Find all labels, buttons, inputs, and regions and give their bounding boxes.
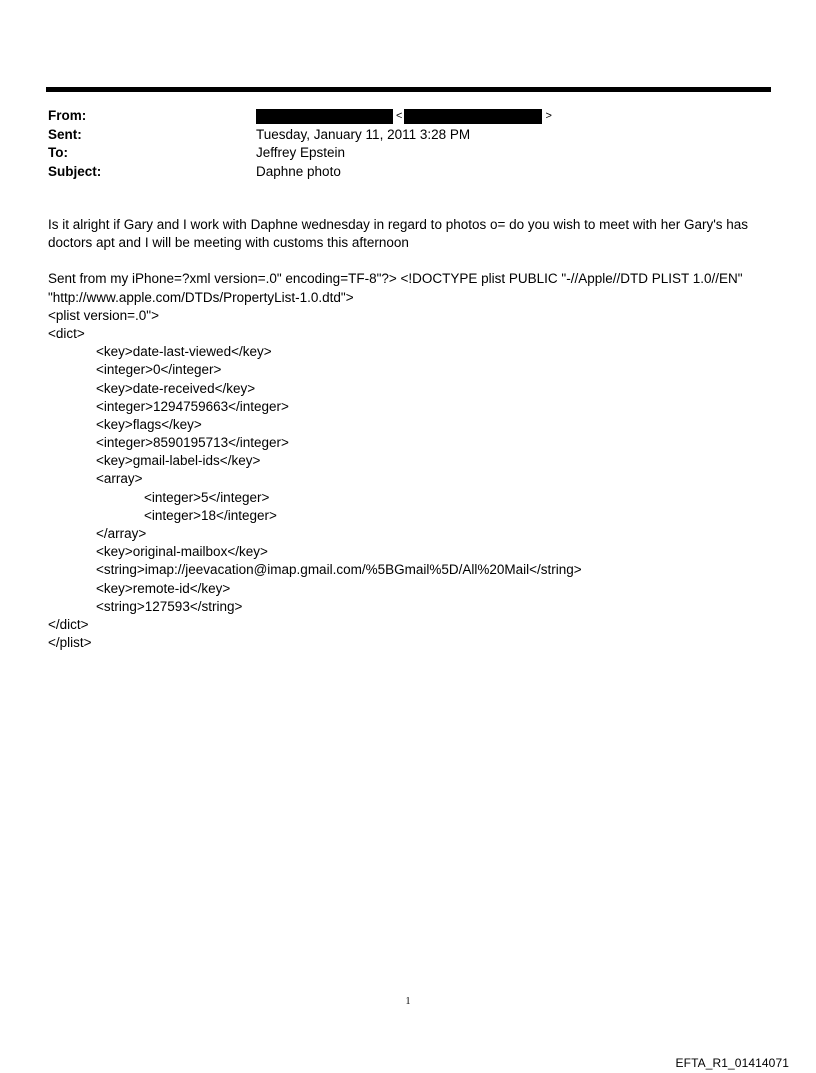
bates-number: EFTA_R1_01414071	[675, 1056, 789, 1070]
plist-line: <key>original-mailbox</key>	[96, 544, 268, 560]
redacted-sender-name	[256, 109, 393, 124]
plist-line: <key>date-last-viewed</key>	[96, 344, 272, 360]
plist-line: <integer>0</integer>	[96, 362, 222, 378]
header-divider-rule	[46, 87, 771, 92]
plist-line: <integer>8590195713</integer>	[96, 435, 289, 451]
plist-line: <integer>1294759663</integer>	[96, 398, 289, 414]
to-value: Jeffrey Epstein	[256, 145, 346, 160]
message-line-2: doctors apt and I will be meeting with customs this afternoon	[48, 235, 409, 251]
plist-line: <key>date-received</key>	[96, 380, 256, 396]
from-close-bracket: >	[545, 110, 552, 122]
subject-value: Daphne photo	[256, 163, 341, 179]
from-row	[48, 107, 768, 126]
email-body	[48, 216, 768, 652]
message-paragraph	[48, 216, 768, 252]
sent-from-line-1: Sent from my iPhone=?xml version=.0" encoding=TF-8"?> <!DOCTYPE plist PUBLIC "-//Apple//DTD PLIST 1.0//EN"	[48, 271, 743, 287]
plist-line: <array>	[96, 471, 143, 487]
plist-line: <string>127593</string>	[96, 598, 243, 614]
plist-line: <dict>	[48, 325, 85, 341]
plist-line: <integer>18</integer>	[144, 507, 277, 523]
page-number: 1	[405, 996, 411, 1007]
plist-line: </plist>	[48, 635, 92, 651]
from-value	[256, 107, 552, 126]
plist-line: <key>gmail-label-ids</key>	[96, 453, 261, 469]
plist-line: </array>	[96, 526, 147, 541]
plist-line: <integer>5</integer>	[144, 489, 270, 505]
subject-row	[48, 163, 768, 182]
plist-block	[48, 270, 768, 652]
plist-line: <string>imap://jeevacation@imap.gmail.com/%5BGmail%5D/All%20Mail</string>	[96, 562, 582, 578]
sent-from-line-2: "http://www.apple.com/DTDs/PropertyList-1.0.dtd">	[48, 289, 354, 305]
plist-line: <plist version=.0">	[48, 307, 159, 323]
plist-line: </dict>	[48, 616, 89, 632]
from-label: From:	[48, 108, 87, 123]
sent-row	[48, 126, 768, 145]
plist-line: <key>remote-id</key>	[96, 580, 231, 596]
message-line-1: Is it alright if Gary and I work with Daphne wednesday in regard to photos o= do you wish to meet with her Gary's has	[48, 217, 749, 232]
to-row	[48, 144, 768, 163]
sent-value: Tuesday, January 11, 2011 3:28 PM	[256, 126, 471, 142]
sent-label: Sent:	[48, 126, 82, 142]
plist-line: <key>flags</key>	[96, 416, 202, 432]
to-label: To:	[48, 145, 68, 160]
redacted-sender-email	[404, 109, 542, 124]
email-header	[48, 107, 768, 181]
subject-label: Subject:	[48, 163, 102, 179]
from-open-bracket: <	[396, 110, 403, 122]
